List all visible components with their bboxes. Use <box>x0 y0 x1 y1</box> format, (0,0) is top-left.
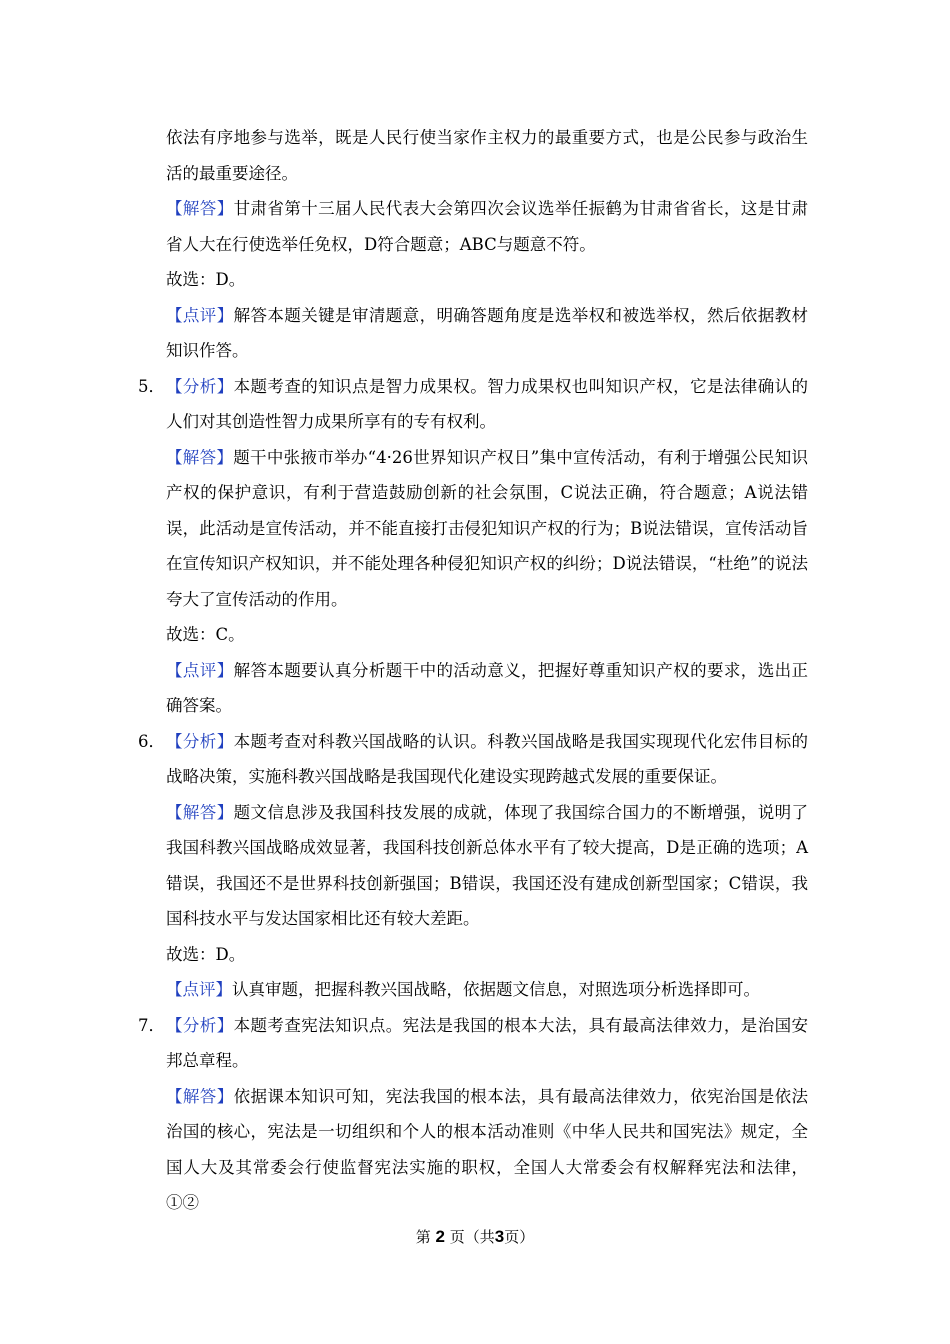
q6-review <box>166 972 808 1008</box>
question-number: 5． <box>138 376 165 396</box>
q4-answer <box>166 191 808 262</box>
q4-review-text: 解答本题关键是审清题意，明确答题角度是选举权和被选举权，然后依据教材知识作答。 <box>166 305 809 360</box>
q7-answer-text: 依据课本知识可知，宪法我国的根本法，具有最高法律效力，依宪治国是依法治国的核心，宪法是一切组织和个人的根本活动准则《中华人民共和国宪法》规定，全国人大及其常委会行使监督宪法实施的职权，全国人大常委会有权解释宪法和法律，①② <box>166 1086 809 1212</box>
total-page-number: 3 <box>494 1227 505 1246</box>
review-tag: 【点评】 <box>166 305 234 325</box>
q5-choice-text: 故选：C。 <box>166 625 245 644</box>
q6-answer-text: 题文信息涉及我国科技发展的成就，体现了我国综合国力的不断增强，说明了我国科教兴国战略成效显著，我国科技创新总体水平有了较大提高，D是正确的选项；A错误，我国还不是世界科技创新强国；B错误，我国还没有建成创新型国家；C错误，我国科技水平与发达国家相比还有较大差距。 <box>166 802 809 928</box>
q5-analysis-text: 本题考查的知识点是智力成果权。智力成果权也叫知识产权，它是法律确认的人们对其创造性智力成果所享有的专有权利。 <box>166 376 809 431</box>
footer-mid: 页（共 <box>449 1228 495 1246</box>
question-number: 6． <box>138 731 165 751</box>
q5-review <box>166 653 808 724</box>
answer-tag: 【解答】 <box>166 1086 234 1106</box>
answer-tag: 【解答】 <box>166 199 234 218</box>
q5-analysis <box>166 369 808 440</box>
footer-suffix: 页） <box>504 1228 535 1246</box>
question-number: 7． <box>138 1015 165 1035</box>
analysis-tag: 【分析】 <box>166 731 234 751</box>
q4-choice <box>166 262 808 298</box>
answer-tag: 【解答】 <box>166 447 234 467</box>
review-tag: 【点评】 <box>166 980 232 999</box>
page-content <box>138 120 809 1221</box>
q4-choice-text: 故选：D。 <box>166 270 246 289</box>
current-page-number: 2 <box>435 1227 445 1246</box>
q4-review <box>166 298 808 369</box>
question-7 <box>138 1008 809 1221</box>
lead-text: 依法有序地参与选举，既是人民行使当家作主权力的最重要方式，也是公民参与政治生活的最重要途径。 <box>166 128 808 183</box>
lead-paragraph <box>166 120 808 191</box>
q5-answer <box>166 440 808 618</box>
q6-choice-text: 故选：D。 <box>166 944 246 964</box>
q6-answer <box>166 795 808 937</box>
q7-analysis-text: 本题考查宪法知识点。宪法是我国的根本大法，具有最高法律效力，是治国安邦总章程。 <box>166 1015 809 1070</box>
page-footer <box>0 1225 950 1249</box>
question-5 <box>138 369 809 724</box>
q7-analysis <box>166 1008 808 1079</box>
analysis-tag: 【分析】 <box>166 376 234 396</box>
question-6 <box>138 724 809 1008</box>
review-tag: 【点评】 <box>166 660 234 680</box>
q5-answer-text: 题干中张掖市举办“4·26世界知识产权日”集中宣传活动，有利于增强公民知识产权的保护意识，有利于营造鼓励创新的社会氛围，C说法正确，符合题意；A说法错误，此活动是宣传活动，并不能直接打击侵犯知识产权的行为；B说法错误，宣传活动旨在宣传知识产权知识，并不能处理各种侵犯知识产权的纠纷；D说法错误，“杜绝”的说法夸大了宣传活动的作用。 <box>166 447 809 609</box>
q5-review-text: 解答本题要认真分析题干中的活动意义，把握好尊重知识产权的要求，选出正确答案。 <box>166 660 809 715</box>
analysis-tag: 【分析】 <box>166 1015 234 1035</box>
answer-tag: 【解答】 <box>166 802 234 822</box>
q6-analysis <box>166 724 808 795</box>
q7-answer <box>166 1079 808 1221</box>
q6-analysis-text: 本题考查对科教兴国战略的认识。科教兴国战略是我国实现现代化宏伟目标的战略决策，实施科教兴国战略是我国现代化建设实现跨越式发展的重要保证。 <box>166 731 809 786</box>
footer-prefix: 第 <box>415 1228 431 1246</box>
q6-review-text: 认真审题，把握科教兴国战略，依据题文信息，对照选项分析选择即可。 <box>232 980 760 999</box>
q5-choice <box>166 617 808 653</box>
q4-answer-text: 甘肃省第十三届人民代表大会第四次会议选举任振鹤为甘肃省省长，这是甘肃省人大在行使选举任免权，D符合题意；ABC与题意不符。 <box>166 199 809 254</box>
q6-choice <box>166 937 808 973</box>
